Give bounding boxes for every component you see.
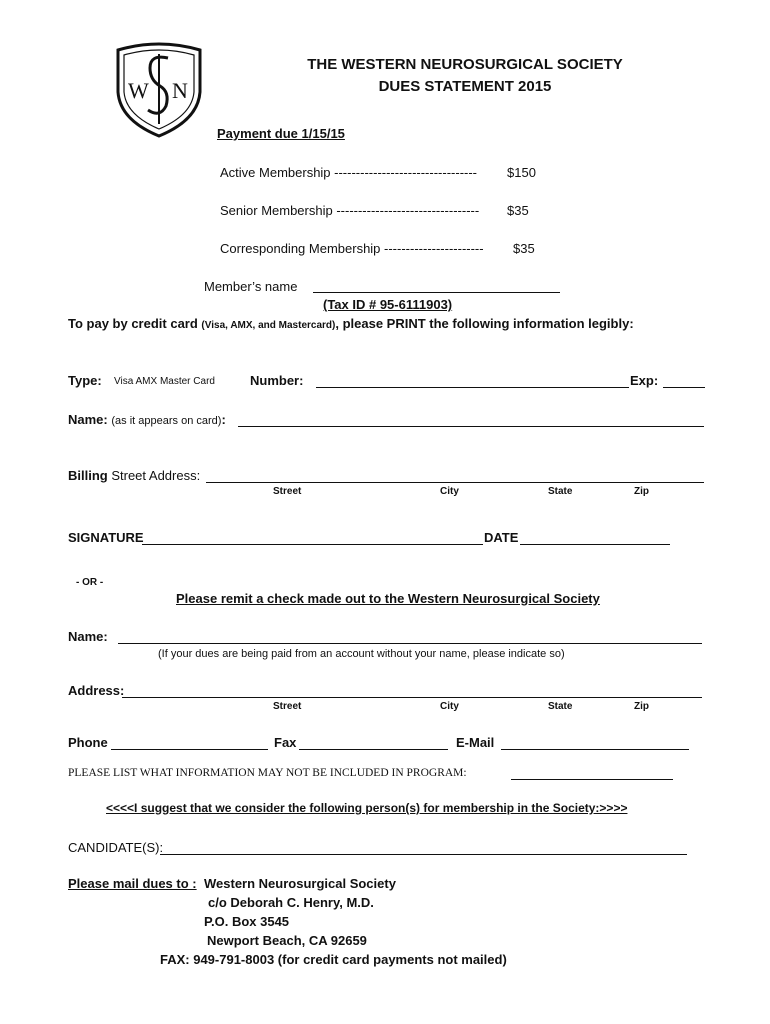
card-name-label: Name: (as it appears on card): bbox=[68, 412, 226, 427]
check-street-caption: Street bbox=[273, 701, 302, 712]
email-label: E-Mail bbox=[456, 735, 495, 750]
check-zip-caption: Zip bbox=[634, 701, 649, 712]
membership-senior-price: $35 bbox=[507, 203, 529, 218]
date-label: DATE bbox=[484, 530, 519, 545]
billing-state-caption: State bbox=[548, 486, 573, 497]
card-number-field[interactable] bbox=[316, 387, 629, 388]
membership-active-price: $150 bbox=[507, 165, 536, 180]
billing-street-caption: Street bbox=[273, 486, 302, 497]
phone-label: Phone bbox=[68, 735, 108, 750]
signature-label: SIGNATURE bbox=[68, 530, 144, 545]
card-name-field[interactable] bbox=[238, 426, 704, 427]
date-field[interactable] bbox=[520, 544, 670, 545]
membership-senior-label: Senior Membership --------------------------------- bbox=[220, 203, 480, 218]
card-type-options[interactable]: Visa AMX Master Card bbox=[114, 376, 215, 387]
suggest-note: <<<<I suggest that we consider the following person(s) for membership in the Society:>>>> bbox=[106, 801, 628, 815]
mail-line-1: Western Neurosurgical Society bbox=[204, 876, 396, 891]
svg-text:N: N bbox=[172, 78, 188, 103]
candidates-label: CANDIDATE(S): bbox=[68, 840, 164, 855]
mail-fax: FAX: 949-791-8003 (for credit card payments not mailed) bbox=[160, 952, 507, 967]
check-name-label: Name: bbox=[68, 629, 108, 644]
payment-due: Payment due 1/15/15 bbox=[217, 126, 345, 141]
svg-text:W: W bbox=[128, 78, 149, 103]
billing-address-label: Billing Street Address: bbox=[68, 468, 201, 483]
signature-field[interactable] bbox=[142, 544, 483, 545]
fax-field[interactable] bbox=[299, 749, 448, 750]
check-name-field[interactable] bbox=[118, 643, 702, 644]
tax-id: (Tax ID # 95-6111903) bbox=[323, 297, 453, 312]
society-logo bbox=[110, 40, 208, 138]
card-exp-label: Exp: bbox=[630, 373, 659, 388]
card-type-label: Type: bbox=[68, 373, 102, 388]
billing-address-field[interactable] bbox=[206, 482, 704, 483]
statement-title: DUES STATEMENT 2015 bbox=[378, 78, 552, 95]
check-address-field[interactable] bbox=[122, 697, 702, 698]
program-note-field[interactable] bbox=[511, 779, 673, 780]
mail-line-3: P.O. Box 3545 bbox=[204, 914, 290, 929]
card-exp-field[interactable] bbox=[663, 387, 705, 388]
phone-field[interactable] bbox=[111, 749, 268, 750]
membership-active-label: Active Membership --------------------------------- bbox=[220, 165, 478, 180]
program-note: PLEASE LIST WHAT INFORMATION MAY NOT BE INCLUDED IN PROGRAM: bbox=[68, 767, 467, 779]
or-divider: - OR - bbox=[76, 577, 104, 588]
email-field[interactable] bbox=[501, 749, 689, 750]
mail-line-4: Newport Beach, CA 92659 bbox=[207, 933, 367, 948]
society-title: THE WESTERN NEUROSURGICAL SOCIETY bbox=[307, 56, 623, 73]
billing-city-caption: City bbox=[440, 486, 459, 497]
billing-zip-caption: Zip bbox=[634, 486, 649, 497]
membership-corresponding-price: $35 bbox=[513, 241, 535, 256]
check-city-caption: City bbox=[440, 701, 459, 712]
member-name-label: Member’s name bbox=[204, 279, 298, 294]
check-name-note: (If your dues are being paid from an account without your name, please indicate so) bbox=[158, 648, 565, 660]
check-state-caption: State bbox=[548, 701, 573, 712]
credit-intro: To pay by credit card (Visa, AMX, and Mastercard), please PRINT the following information legibly: bbox=[68, 316, 634, 331]
candidates-field[interactable] bbox=[160, 854, 687, 855]
fax-label: Fax bbox=[274, 735, 297, 750]
membership-corresponding-label: Corresponding Membership ----------------------- bbox=[220, 241, 484, 256]
card-number-label: Number: bbox=[250, 373, 304, 388]
mail-line-2: c/o Deborah C. Henry, M.D. bbox=[208, 895, 374, 910]
check-remit-note: Please remit a check made out to the Western Neurosurgical Society bbox=[176, 591, 600, 606]
member-name-field[interactable] bbox=[313, 292, 560, 293]
check-address-label: Address: bbox=[68, 683, 125, 698]
mail-label: Please mail dues to : bbox=[68, 876, 197, 891]
